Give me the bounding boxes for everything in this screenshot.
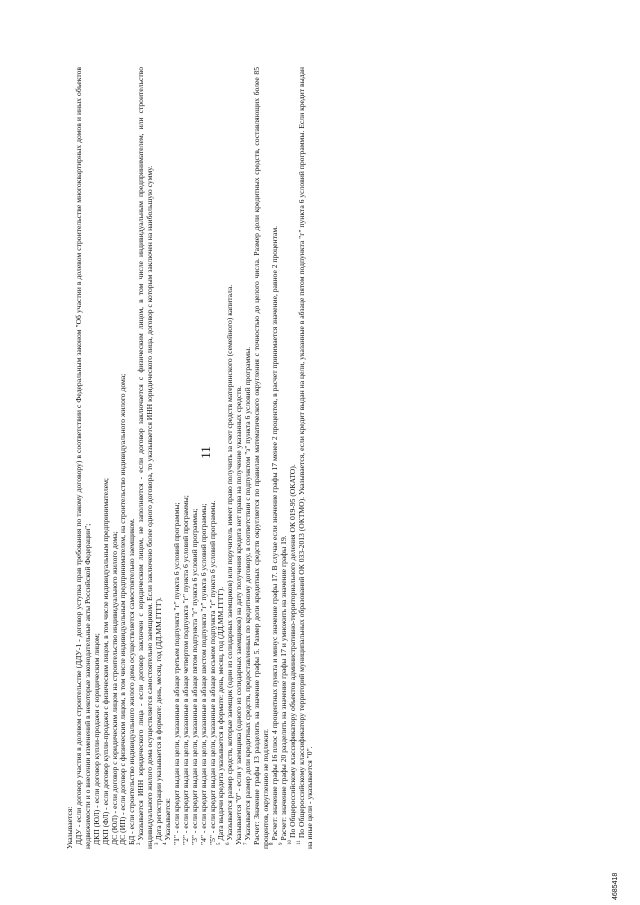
paragraph-text: "5" - если кредит выдан на цели, указанные в абзаце восьмом подпункта "г" пункта 6 условий программы. — [207, 500, 217, 845]
paragraph-text: "1" - если кредит выдан на цели, указанные в абзаце третьем подпункта "г" пункта 6 условий программы; — [171, 502, 181, 845]
page-number: 11 — [198, 446, 213, 459]
footnote-number: 7 — [243, 842, 249, 845]
paragraph-text: Дата регистрации указывается в формате: день, месяц, год (ДД.ММ.ГГГГ). — [154, 597, 164, 841]
footnote-number: 2 — [136, 842, 142, 845]
footnote-number: 11 — [297, 840, 303, 845]
footnote-paragraph — [298, 67, 316, 849]
paragraph-text: Указывается размер средств, которые заемщик (один из солидарных заемщиков) или поручитель имеет право получить за счет средств материнского (семейного) капитала. — [225, 284, 235, 841]
paragraph-text: "2" - если кредит выдан на цели, указанные в абзаце четвертом подпункта "г" пункта 6 условий программы; — [180, 495, 190, 845]
paragraph-text: ДС (ИП) - если договор с физическим лицом, в том числе индивидуальным предпринимателем, на строительство индивидуального жилого дома; — [118, 373, 128, 845]
footnote-paragraph — [253, 67, 271, 849]
paragraph-text: По Общероссийскому классификатору объектов административно-территориального деления ОК 019-95 (ОКАТО). — [287, 464, 297, 838]
footnote-number: 4 — [163, 842, 169, 845]
paragraph-text: Указывается: — [162, 798, 172, 841]
footnote-number: 8 — [270, 842, 276, 845]
paragraph-text: ДС (ЮЛ) - если договор с юридическим лицом на строительство индивидуального жилого дома; — [109, 531, 119, 845]
footnote-number: 6 — [225, 842, 231, 845]
footnote-paragraph — [155, 67, 164, 849]
paragraph-text: Указывается "0" - если у заемщика (одного из солидарных заемщиков) на дату получения кредита нет права на получение указанных средств. — [234, 385, 244, 845]
paragraph-text: Расчет: значение графы 16 плюс 4 процентных пункта и минус значение графы 17. В случае если значение графы 17 менее 2 процентов, в расчет принимается значение, равное 2 процентам. — [269, 225, 279, 841]
paragraph-text: ДДУ - если договор участия в долевом строительстве (ДДУ-1 - договор уступка прав требования по такому договору) в соответствии с Федеральным законом "Об участии в долевом строительстве многоквартирных домов и иных объектов недвижимости и о внесении изменений в некоторые законодательные акты Российской Федерации"; — [73, 67, 92, 849]
paragraph-text: Расчет: значение графы 20 разделить на значение графы 17 и умножить на значение графы 19. — [278, 535, 288, 841]
paragraph-text: "3" - если кредит выдан на цели, указанные в абзаце пятом подпункта "г" пункта 6 условий программы; — [189, 508, 199, 845]
footnote-paragraph — [137, 67, 155, 849]
paragraph-text: Указывается: — [65, 806, 74, 849]
paragraph-text: По Общероссийскому классификатору территорий муниципальных образований ОК 033-2013 (ОКТМО). Указывается, если кредит выдан на цели, указанные в абзаце пятом подпункта "г" пункта 6 условий программы. Если кредит выдан на иные цели - указывается "0". — [296, 67, 315, 849]
paragraph-text: Указывается ИНН юридического лица - если договор заключен с юридическим лицом, не заполняется - если договор заключается с физическим лицом, в том числе индивидуальным предпринимателем, или строительство индивидуального жилого дома осуществляется самостоятельно заемщиком. Если заключено более одного договора, то указывается ИНН юридического лица, договор с которым заключен на наибольшую сумму. — [136, 67, 155, 849]
footnotes-body — [66, 67, 315, 849]
footnote-number: 5 — [216, 842, 222, 845]
document-id: 4685418 — [612, 872, 619, 900]
paragraph-text: ДКП (ФЛ) - если договор купли-продажи с физическим лицом, в том числе индивидуальным предпринимателем; — [100, 477, 110, 845]
paragraph-text: "4" - если кредит выдан на цели, указанные в абзаце шестом подпункта "г" пункта 6 условий программы; — [198, 503, 208, 845]
footnote-paragraph — [75, 67, 93, 849]
footnote-number: 3 — [154, 842, 160, 845]
paragraph-text: Дата выдачи кредита указывается в формате: день, месяц, год (ДД.ММ.ГГГГ). — [216, 586, 226, 841]
paragraph-text: ДКП (ЮЛ) - если договор купли-продажи с юридическим лицом; — [91, 633, 101, 845]
paragraph-text: БД - если строительство индивидуального жилого дома осуществляется самостоятельно заемщиком. — [127, 518, 137, 845]
paragraph-text: Расчет: Значение графы 13 разделить на значение графы 5. Размер доли кредитных средств округляется по правилам математического округления с точностью до целого числа. Размер доли кредитных средств, составляющих более 85 процентов, округлению не подлежит. — [252, 67, 270, 849]
footnote-number: 10 — [288, 840, 294, 845]
footnote-number: 9 — [279, 842, 285, 845]
paragraph-text: Указывается размер доли кредитных средств, предоставленных по кредитному договору, в соответствии с подпунктом "з" пункта 6 условий программы. — [243, 346, 253, 841]
